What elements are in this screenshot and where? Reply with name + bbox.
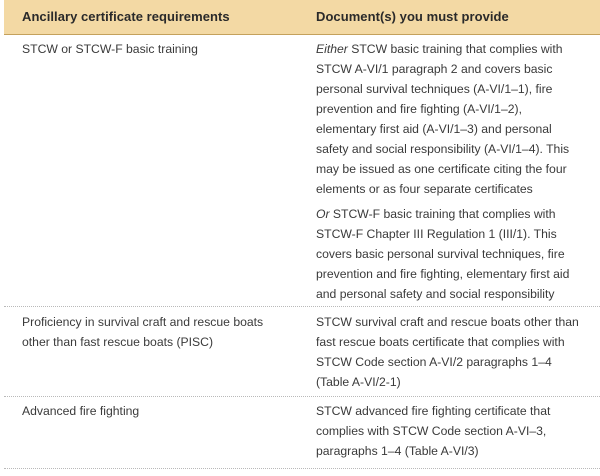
document-paragraph: STCW advanced fire fighting certificate that complies with STCW Code section A-VI–3, paragraphs 1–4 (Table A-VI/3) (316, 404, 551, 458)
row-divider (4, 306, 600, 307)
requirement-cell: Proficiency in survival craft and rescue boats other than fast rescue boats (PISC) (22, 315, 264, 349)
header-requirements: Ancillary certificate requirements (22, 9, 230, 24)
document-paragraph: STCW survival craft and rescue boats other than fast rescue boats certificate that complies with STCW Code section A-VI/2 paragraphs 1–4 (Table A-VI/2-1) (316, 315, 579, 389)
document-paragraph (316, 204, 590, 304)
lead-word: Either (316, 42, 348, 56)
row-divider (4, 396, 600, 397)
lead-word: Or (316, 207, 330, 221)
requirement-cell: Advanced fire fighting (22, 404, 140, 418)
table-header (4, 0, 600, 35)
header-documents: Document(s) you must provide (316, 9, 509, 24)
requirement-cell: STCW or STCW-F basic training (22, 42, 198, 56)
document-paragraph (316, 39, 590, 199)
document-text: STCW basic training that complies with STCW A-VI/1 paragraph 2 and covers basic personal survival techniques (A-VI/1–1), fire prevention and fire fighting (A-VI/1–2), elementary first aid (A-VI/1–3) and personal safety and social responsibility (A-VI/1–4). This may be issued as one certificate citing the four elements or as four separate certificates (316, 42, 570, 196)
row-divider (4, 468, 600, 469)
document-text: STCW-F basic training that complies with STCW-F Chapter III Regulation 1 (III/1). This covers basic personal survival techniques, fire prevention and fire fighting, elementary first aid and personal safety and social responsibility (316, 207, 570, 301)
